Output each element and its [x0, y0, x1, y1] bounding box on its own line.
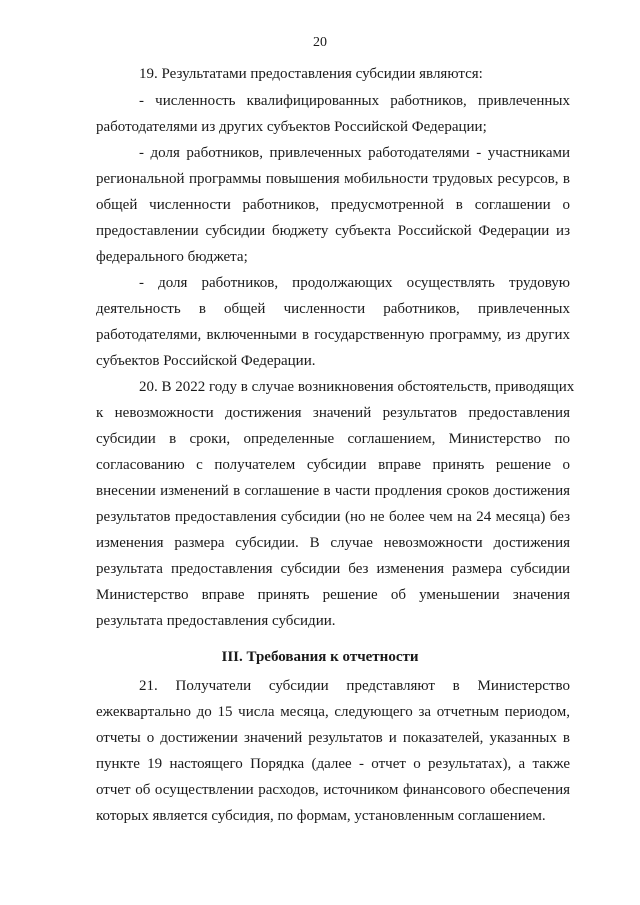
paragraph-19-line: - численность квалифицированных работников, привлеченных	[139, 93, 570, 109]
paragraph-19-line: региональной программы повышения мобильности трудовых ресурсов, в	[96, 171, 570, 187]
paragraph-20-line: внесении изменений в соглашение в части продления сроков достижения	[96, 483, 570, 499]
paragraph-21-line: пункте 19 настоящего Порядка (далее - отчет о результатах), а также	[96, 756, 570, 772]
paragraph-19-line: общей численности работников, предусмотренной в соглашении о	[96, 197, 570, 213]
paragraph-21-line: ежеквартально до 15 числа месяца, следующего за отчетным периодом,	[96, 704, 570, 720]
paragraph-20-line: Министерство вправе принять решение об уменьшении значения	[96, 587, 570, 603]
paragraph-19-line: работодателями, включенными в государственную программу, из других	[96, 327, 570, 343]
paragraph-21-line: отчет об осуществлении расходов, источником финансового обеспечения	[96, 782, 570, 798]
paragraph-19-line: субъектов Российской Федерации.	[96, 353, 316, 369]
paragraph-19-line: федерального бюджета;	[96, 249, 248, 265]
paragraph-21-line: которых является субсидия, по формам, установленным соглашением.	[96, 808, 546, 824]
paragraph-20-line: результатов предоставления субсидии (но не более чем на 24 месяца) без	[96, 509, 570, 525]
paragraph-20-line: субсидии в сроки, определенные соглашением, Министерство по	[96, 431, 570, 447]
paragraph-20-line: согласованию с получателем субсидии вправе принять решение о	[96, 457, 570, 473]
paragraph-19-line: работодателями из других субъектов Российской Федерации;	[96, 119, 487, 135]
paragraph-20-line: результата предоставления субсидии.	[96, 613, 336, 629]
paragraph-20-line: к невозможности достижения значений результатов предоставления	[96, 405, 570, 421]
paragraph-19-line: деятельность в общей численности работников, привлеченных	[96, 301, 570, 317]
paragraph-20-line: изменения размера субсидии. В случае невозможности достижения	[96, 535, 570, 551]
section-heading: III. Требования к отчетности	[221, 649, 419, 665]
paragraph-19-line: 19. Результатами предоставления субсидии являются:	[139, 66, 483, 82]
page-number: 20	[313, 35, 327, 50]
paragraph-19-line: предоставлении субсидии бюджету субъекта Российской Федерации из	[96, 223, 570, 239]
paragraph-20-line: результата предоставления субсидии без изменения размера субсидии	[96, 561, 570, 577]
paragraph-20-line: 20. В 2022 году в случае возникновения обстоятельств, приводящих	[139, 379, 575, 395]
paragraph-19-line: - доля работников, продолжающих осуществлять трудовую	[139, 275, 570, 291]
paragraph-21-line: 21. Получатели субсидии представляют в Министерство	[139, 678, 570, 694]
paragraph-21-line: отчеты о достижении значений результатов и показателей, указанных в	[96, 730, 570, 746]
paragraph-19-line: - доля работников, привлеченных работодателями - участниками	[139, 145, 570, 161]
